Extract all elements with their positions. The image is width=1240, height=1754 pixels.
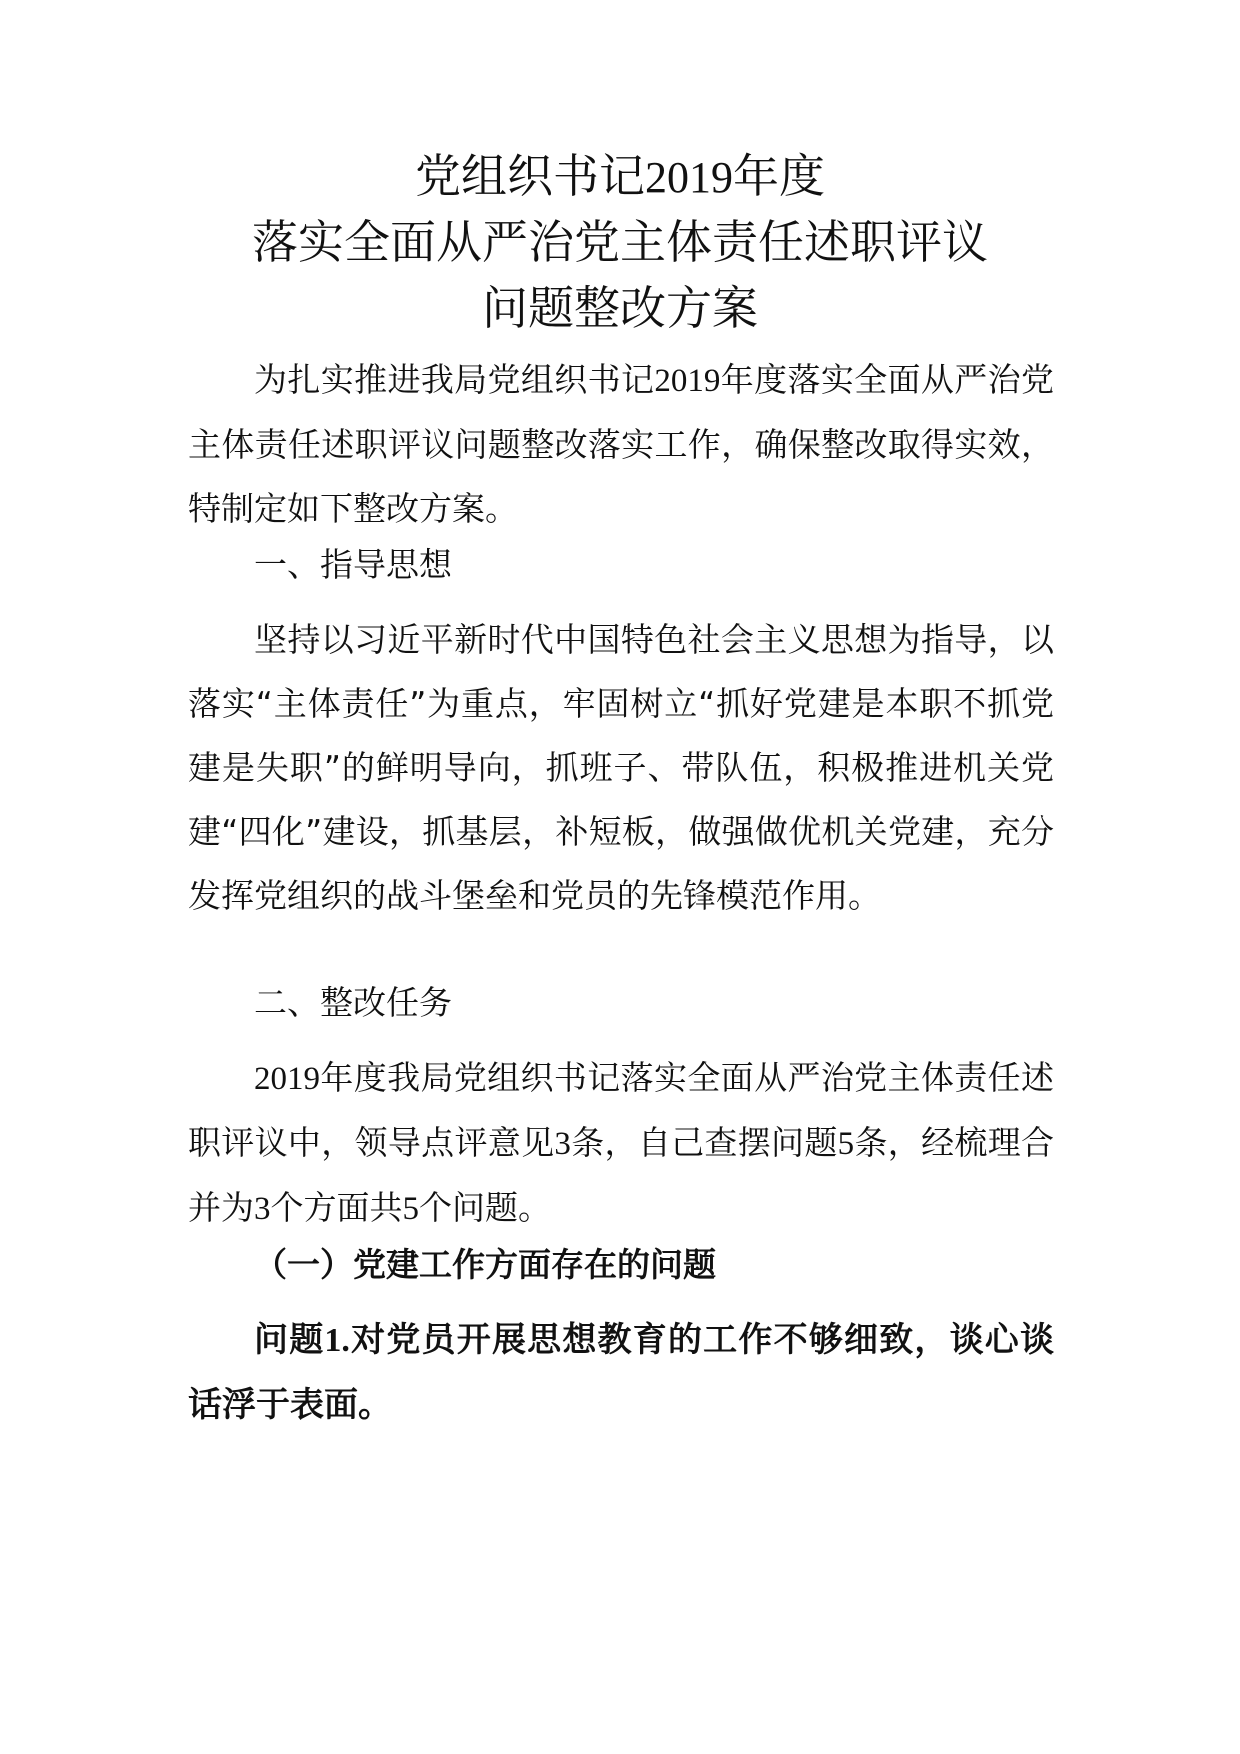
subsection-heading-party-building: （一）党建工作方面存在的问题	[254, 1245, 716, 1284]
title-year: 2019	[645, 153, 733, 202]
tasks-number: 3	[254, 1191, 271, 1227]
tasks-number: 5	[837, 1126, 855, 1162]
tasks-text: 条，经梳理合并为	[188, 1123, 1055, 1227]
tasks-number: 3	[554, 1126, 571, 1162]
tasks-year: 2019	[254, 1061, 320, 1097]
document-title-line-1	[0, 146, 1240, 208]
tasks-text: 个问题。	[419, 1188, 551, 1227]
intro-year: 2019	[654, 363, 721, 399]
tasks-text: 年度我局党组织书记落实全面从严治党主体责任述职评议中，领导点评意见	[188, 1058, 1054, 1162]
section-heading-rectification-tasks: 二、整改任务	[254, 983, 452, 1022]
title-text: 年度	[733, 149, 825, 203]
intro-text: 为扎实推进我局党组织书记	[254, 360, 655, 399]
document-title-line-3: 问题整改方案	[482, 281, 758, 335]
title-text: 党组织书记	[415, 149, 645, 203]
problem-text: 对党员开展思想教育的工作不够细致，谈心谈话浮于表面。	[188, 1320, 1055, 1425]
document-title-line-2: 落实全面从严治党主体责任述职评议	[252, 215, 988, 269]
rectification-tasks-paragraph	[188, 1046, 1054, 1241]
tasks-text: 条，自己查摆问题	[570, 1123, 838, 1162]
intro-paragraph	[188, 348, 1054, 541]
tasks-text: 个方面共	[270, 1188, 403, 1227]
problem-1-statement	[188, 1308, 1054, 1437]
intro-text: 年度落实全面从严治党主体责任述职评议问题整改落实工作，确保整改取得实效，特制定如下整改方案。	[188, 360, 1055, 528]
guiding-ideology-paragraph: 坚持以习近平新时代中国特色社会主义思想为指导，以落实“主体责任”为重点，牢固树立“抓好党建是本职不抓党建是失职”的鲜明导向，抓班子、带队伍，积极推进机关党建“四化”建设，抓基层，补短板，做强做优机关党建，充分发挥党组织的战斗堡垒和党员的先锋模范作用。	[188, 620, 1054, 915]
tasks-number: 5	[402, 1191, 419, 1227]
problem-number: 1.	[324, 1322, 350, 1359]
section-heading-guiding-ideology: 一、指导思想	[254, 545, 452, 584]
problem-label: 问题	[254, 1320, 325, 1360]
